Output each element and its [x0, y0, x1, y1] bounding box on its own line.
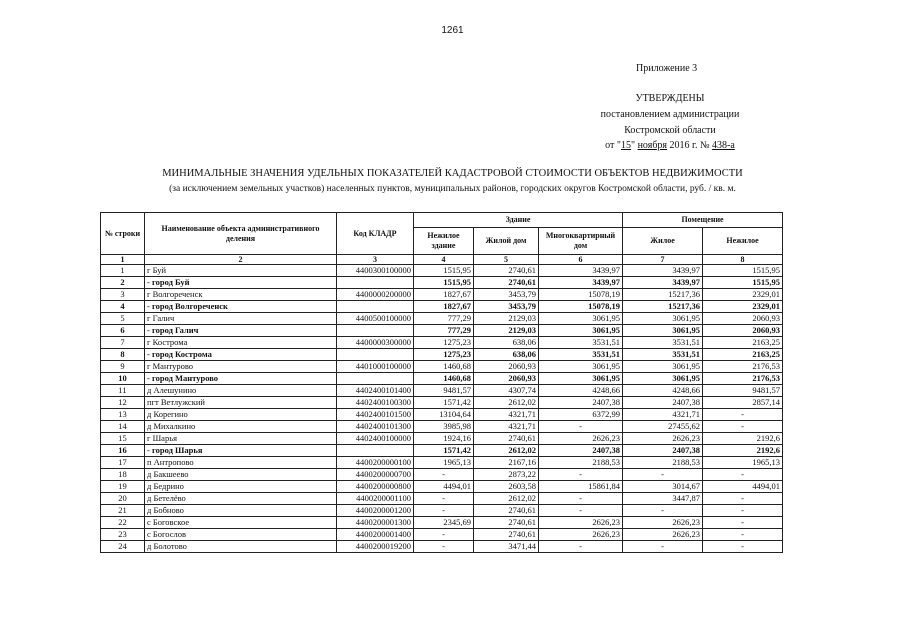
table-row	[101, 373, 783, 385]
kladr-code	[337, 445, 414, 457]
nonres-premises-value: 2192,6	[703, 445, 783, 457]
kladr-code	[337, 373, 414, 385]
apartment-value: 3439,97	[539, 265, 623, 277]
nonres-building-value: 1460,68	[414, 361, 474, 373]
appendix-label: Приложение 3	[636, 63, 698, 74]
approval-heading: УТВЕРЖДЕНЫ	[635, 93, 705, 104]
kladr-code: 4400200000800	[337, 481, 414, 493]
table-row	[101, 301, 783, 313]
nonres-premises-value: -	[703, 409, 783, 421]
table-row	[101, 433, 783, 445]
nonres-premises-value: 9481,57	[703, 385, 783, 397]
res-premises-value: 3531,51	[623, 337, 703, 349]
nonres-building-value: -	[414, 505, 474, 517]
res-premises-value: 3061,95	[623, 313, 703, 325]
nonres-building-value: 777,29	[414, 313, 474, 325]
res-house-value: 2612,02	[474, 445, 539, 457]
nonres-building-value: 1275,23	[414, 349, 474, 361]
row-number: 13	[101, 409, 145, 421]
row-number: 19	[101, 481, 145, 493]
object-name: - город Кострома	[145, 349, 337, 361]
object-name: г Галич	[145, 313, 337, 325]
kladr-code: 4402400100300	[337, 397, 414, 409]
col-number: 5	[474, 255, 539, 265]
col-number: 8	[703, 255, 783, 265]
col-number: 2	[145, 255, 337, 265]
decree-mid: "	[630, 140, 638, 151]
table-row	[101, 505, 783, 517]
object-name: г Кострома	[145, 337, 337, 349]
kladr-code: 4402400101300	[337, 421, 414, 433]
row-number: 3	[101, 289, 145, 301]
res-premises-value: 3439,97	[623, 265, 703, 277]
kladr-code: 4401000100000	[337, 361, 414, 373]
col-number: 3	[337, 255, 414, 265]
nonres-building-value: -	[414, 493, 474, 505]
row-number: 2	[101, 277, 145, 289]
kladr-code: 4402400101500	[337, 409, 414, 421]
nonres-premises-value: 2192,6	[703, 433, 783, 445]
kladr-code: 4400200000100	[337, 457, 414, 469]
res-house-value: 638,06	[474, 349, 539, 361]
res-house-value: 2740,61	[474, 433, 539, 445]
kladr-code: 4400200001200	[337, 505, 414, 517]
apartment-value: 2407,38	[539, 397, 623, 409]
kladr-code: 4400200001400	[337, 529, 414, 541]
table-row	[101, 337, 783, 349]
object-name: с Боговское	[145, 517, 337, 529]
res-house-value: 2129,03	[474, 325, 539, 337]
res-house-value: 4307,74	[474, 385, 539, 397]
res-premises-value: 2626,23	[623, 529, 703, 541]
res-house-value: 4321,71	[474, 409, 539, 421]
nonres-building-value: 1515,95	[414, 265, 474, 277]
table-row	[101, 469, 783, 481]
nonres-premises-value: 1515,95	[703, 277, 783, 289]
decree-day: 15	[620, 140, 631, 151]
issuer-line-2: Костромской области	[624, 125, 716, 136]
nonres-premises-value: 2176,53	[703, 373, 783, 385]
kladr-code: 4400200001100	[337, 493, 414, 505]
kladr-code: 4400000200000	[337, 289, 414, 301]
apartment-value: -	[539, 541, 623, 553]
res-house-value: 3471,44	[474, 541, 539, 553]
res-premises-value: 27455,62	[623, 421, 703, 433]
table-row	[101, 517, 783, 529]
nonres-building-value: 13104,64	[414, 409, 474, 421]
apartment-value: 3061,95	[539, 361, 623, 373]
nonres-premises-value: -	[703, 421, 783, 433]
header-premises: Помещение	[623, 213, 783, 228]
nonres-building-value: -	[414, 529, 474, 541]
res-house-value: 3453,79	[474, 301, 539, 313]
object-name: д Бедрино	[145, 481, 337, 493]
object-name: г Шарья	[145, 433, 337, 445]
apartment-value: -	[539, 469, 623, 481]
row-number: 11	[101, 385, 145, 397]
nonres-premises-value: -	[703, 505, 783, 517]
nonres-premises-value: 2060,93	[703, 313, 783, 325]
apartment-value: 15078,19	[539, 289, 623, 301]
row-number: 20	[101, 493, 145, 505]
apartment-value: 4248,66	[539, 385, 623, 397]
table-row	[101, 445, 783, 457]
res-house-value: 2129,03	[474, 313, 539, 325]
nonres-building-value: 1275,23	[414, 337, 474, 349]
res-house-value: 638,06	[474, 337, 539, 349]
table-row	[101, 277, 783, 289]
table-row	[101, 529, 783, 541]
kladr-code: 4400200001300	[337, 517, 414, 529]
nonres-premises-value: 4494,01	[703, 481, 783, 493]
kladr-code	[337, 325, 414, 337]
row-number: 5	[101, 313, 145, 325]
row-number: 14	[101, 421, 145, 433]
object-name: - город Шарья	[145, 445, 337, 457]
res-premises-value: 15217,36	[623, 289, 703, 301]
nonres-premises-value: 1965,13	[703, 457, 783, 469]
nonres-building-value: 2345,69	[414, 517, 474, 529]
res-house-value: 2603,58	[474, 481, 539, 493]
apartment-value: 2407,38	[539, 445, 623, 457]
nonres-building-value: 777,29	[414, 325, 474, 337]
nonres-premises-value: -	[703, 493, 783, 505]
nonres-building-value: 1827,67	[414, 301, 474, 313]
res-house-value: 2873,22	[474, 469, 539, 481]
col-number: 1	[101, 255, 145, 265]
nonres-premises-value: -	[703, 541, 783, 553]
header-row-no: № строки	[101, 213, 145, 255]
nonres-premises-value: 2163,25	[703, 337, 783, 349]
nonres-building-value: 1460,68	[414, 373, 474, 385]
col-number: 7	[623, 255, 703, 265]
nonres-premises-value: 2329,01	[703, 301, 783, 313]
kladr-code	[337, 349, 414, 361]
nonres-premises-value: -	[703, 469, 783, 481]
apartment-value: 15861,84	[539, 481, 623, 493]
object-name: г Волгореченск	[145, 289, 337, 301]
nonres-premises-value: 2163,25	[703, 349, 783, 361]
header-building: Здание	[414, 213, 623, 228]
object-name: д Бобново	[145, 505, 337, 517]
nonres-premises-value: 2060,93	[703, 325, 783, 337]
issuer-line-1: постановлением администрации	[600, 109, 740, 120]
res-premises-value: 15217,36	[623, 301, 703, 313]
document-title: МИНИМАЛЬНЫЕ ЗНАЧЕНИЯ УДЕЛЬНЫХ ПОКАЗАТЕЛЕЙ КАДАСТРОВОЙ СТОИМОСТИ ОБЪЕКТОВ НЕДВИЖИМОСТИ	[162, 168, 743, 179]
apartment-value: 3439,97	[539, 277, 623, 289]
table-row	[101, 265, 783, 277]
apartment-value: -	[539, 493, 623, 505]
cadastral-values-table	[100, 212, 783, 553]
col-number: 4	[414, 255, 474, 265]
res-premises-value: 2626,23	[623, 517, 703, 529]
nonres-building-value: -	[414, 469, 474, 481]
table-row	[101, 289, 783, 301]
header-kladr: Код КЛАДР	[337, 213, 414, 255]
apartment-value: 3061,95	[539, 313, 623, 325]
res-premises-value: -	[623, 505, 703, 517]
nonres-building-value: 9481,57	[414, 385, 474, 397]
row-number: 8	[101, 349, 145, 361]
object-name: д Михалкино	[145, 421, 337, 433]
kladr-code: 4400000300000	[337, 337, 414, 349]
decree-year: 2016 г. №	[667, 140, 713, 151]
res-premises-value: 4321,71	[623, 409, 703, 421]
header-res-premises: Жилое	[623, 228, 703, 255]
header-name: Наименование объекта административного деления	[145, 213, 337, 255]
decree-prefix: от "	[605, 140, 621, 151]
nonres-building-value: 1515,95	[414, 277, 474, 289]
res-premises-value: 3061,95	[623, 373, 703, 385]
object-name: д Болотово	[145, 541, 337, 553]
apartment-value: -	[539, 421, 623, 433]
header-res-house: Жилой дом	[474, 228, 539, 255]
nonres-building-value: 1571,42	[414, 445, 474, 457]
object-name: - город Буй	[145, 277, 337, 289]
decree-month: ноября	[637, 140, 668, 151]
kladr-code: 4400200000700	[337, 469, 414, 481]
object-name: д Бакшеево	[145, 469, 337, 481]
res-premises-value: 4248,66	[623, 385, 703, 397]
res-house-value: 2740,61	[474, 505, 539, 517]
table-row	[101, 325, 783, 337]
table-body	[101, 265, 783, 553]
nonres-building-value: 1924,16	[414, 433, 474, 445]
object-name: д Бетелёво	[145, 493, 337, 505]
res-house-value: 2060,93	[474, 373, 539, 385]
row-number: 7	[101, 337, 145, 349]
nonres-building-value: 1965,13	[414, 457, 474, 469]
object-name: - город Мантурово	[145, 373, 337, 385]
decree-number: 438-а	[712, 140, 735, 151]
res-premises-value: 3061,95	[623, 361, 703, 373]
res-house-value: 2740,61	[474, 517, 539, 529]
nonres-premises-value: -	[703, 517, 783, 529]
nonres-premises-value: 2329,01	[703, 289, 783, 301]
object-name: - город Галич	[145, 325, 337, 337]
nonres-building-value: 4494,01	[414, 481, 474, 493]
res-premises-value: 3531,51	[623, 349, 703, 361]
object-name: д Алешунино	[145, 385, 337, 397]
nonres-building-value: -	[414, 541, 474, 553]
apartment-value: 2626,23	[539, 517, 623, 529]
row-number: 9	[101, 361, 145, 373]
res-premises-value: -	[623, 541, 703, 553]
res-premises-value: 3061,95	[623, 325, 703, 337]
apartment-value: 2626,23	[539, 433, 623, 445]
res-premises-value: 3014,67	[623, 481, 703, 493]
apartment-value: -	[539, 505, 623, 517]
nonres-premises-value: 1515,95	[703, 265, 783, 277]
object-name: г Мантурово	[145, 361, 337, 373]
res-premises-value: -	[623, 469, 703, 481]
row-number: 24	[101, 541, 145, 553]
row-number: 22	[101, 517, 145, 529]
kladr-code: 4402400100000	[337, 433, 414, 445]
res-house-value: 2612,02	[474, 493, 539, 505]
table-row	[101, 349, 783, 361]
apartment-value: 2626,23	[539, 529, 623, 541]
apartment-value: 15078,19	[539, 301, 623, 313]
col-number: 6	[539, 255, 623, 265]
object-name: п Антропово	[145, 457, 337, 469]
nonres-premises-value: 2176,53	[703, 361, 783, 373]
object-name: д Корегино	[145, 409, 337, 421]
row-number: 1	[101, 265, 145, 277]
apartment-value: 3531,51	[539, 337, 623, 349]
res-premises-value: 2407,38	[623, 445, 703, 457]
res-house-value: 2740,61	[474, 529, 539, 541]
apartment-value: 3061,95	[539, 325, 623, 337]
kladr-code	[337, 277, 414, 289]
nonres-premises-value: 2857,14	[703, 397, 783, 409]
object-name: - город Волгореченск	[145, 301, 337, 313]
res-premises-value: 3439,97	[623, 277, 703, 289]
kladr-code: 4400200019200	[337, 541, 414, 553]
res-house-value: 3453,79	[474, 289, 539, 301]
res-house-value: 2740,61	[474, 277, 539, 289]
nonres-building-value: 1827,67	[414, 289, 474, 301]
table-row	[101, 541, 783, 553]
table-row	[101, 493, 783, 505]
document-subtitle: (за исключением земельных участков) населенных пунктов, муниципальных районов, городских округов Костромской области, руб. / кв. м.	[169, 184, 736, 194]
decree-line	[560, 140, 780, 151]
object-name: с Богослов	[145, 529, 337, 541]
nonres-building-value: 1571,42	[414, 397, 474, 409]
row-number: 10	[101, 373, 145, 385]
table-row	[101, 409, 783, 421]
res-house-value: 2740,61	[474, 265, 539, 277]
row-number: 17	[101, 457, 145, 469]
res-premises-value: 2188,53	[623, 457, 703, 469]
res-premises-value: 3447,87	[623, 493, 703, 505]
row-number: 6	[101, 325, 145, 337]
header-apartment: Многоквартирный дом	[539, 228, 623, 255]
row-number: 16	[101, 445, 145, 457]
nonres-building-value: 3985,98	[414, 421, 474, 433]
table-row	[101, 385, 783, 397]
table-row	[101, 361, 783, 373]
table-row	[101, 313, 783, 325]
table-row	[101, 457, 783, 469]
apartment-value: 3061,95	[539, 373, 623, 385]
apartment-value: 6372,99	[539, 409, 623, 421]
row-number: 4	[101, 301, 145, 313]
res-premises-value: 2626,23	[623, 433, 703, 445]
row-number: 21	[101, 505, 145, 517]
res-premises-value: 2407,38	[623, 397, 703, 409]
nonres-premises-value: -	[703, 529, 783, 541]
row-number: 18	[101, 469, 145, 481]
table-row	[101, 481, 783, 493]
page-number: 1261	[441, 25, 464, 36]
res-house-value: 2167,16	[474, 457, 539, 469]
kladr-code	[337, 301, 414, 313]
res-house-value: 2612,02	[474, 397, 539, 409]
res-house-value: 2060,93	[474, 361, 539, 373]
apartment-value: 2188,53	[539, 457, 623, 469]
kladr-code: 4400300100000	[337, 265, 414, 277]
header-nonres-building: Нежилое здание	[414, 228, 474, 255]
kladr-code: 4400500100000	[337, 313, 414, 325]
row-number: 12	[101, 397, 145, 409]
res-house-value: 4321,71	[474, 421, 539, 433]
object-name: г Буй	[145, 265, 337, 277]
table-row	[101, 397, 783, 409]
header-nonres-premises: Нежилое	[703, 228, 783, 255]
kladr-code: 4402400101400	[337, 385, 414, 397]
object-name: пгт Ветлужский	[145, 397, 337, 409]
row-number: 15	[101, 433, 145, 445]
table-row	[101, 421, 783, 433]
row-number: 23	[101, 529, 145, 541]
apartment-value: 3531,51	[539, 349, 623, 361]
